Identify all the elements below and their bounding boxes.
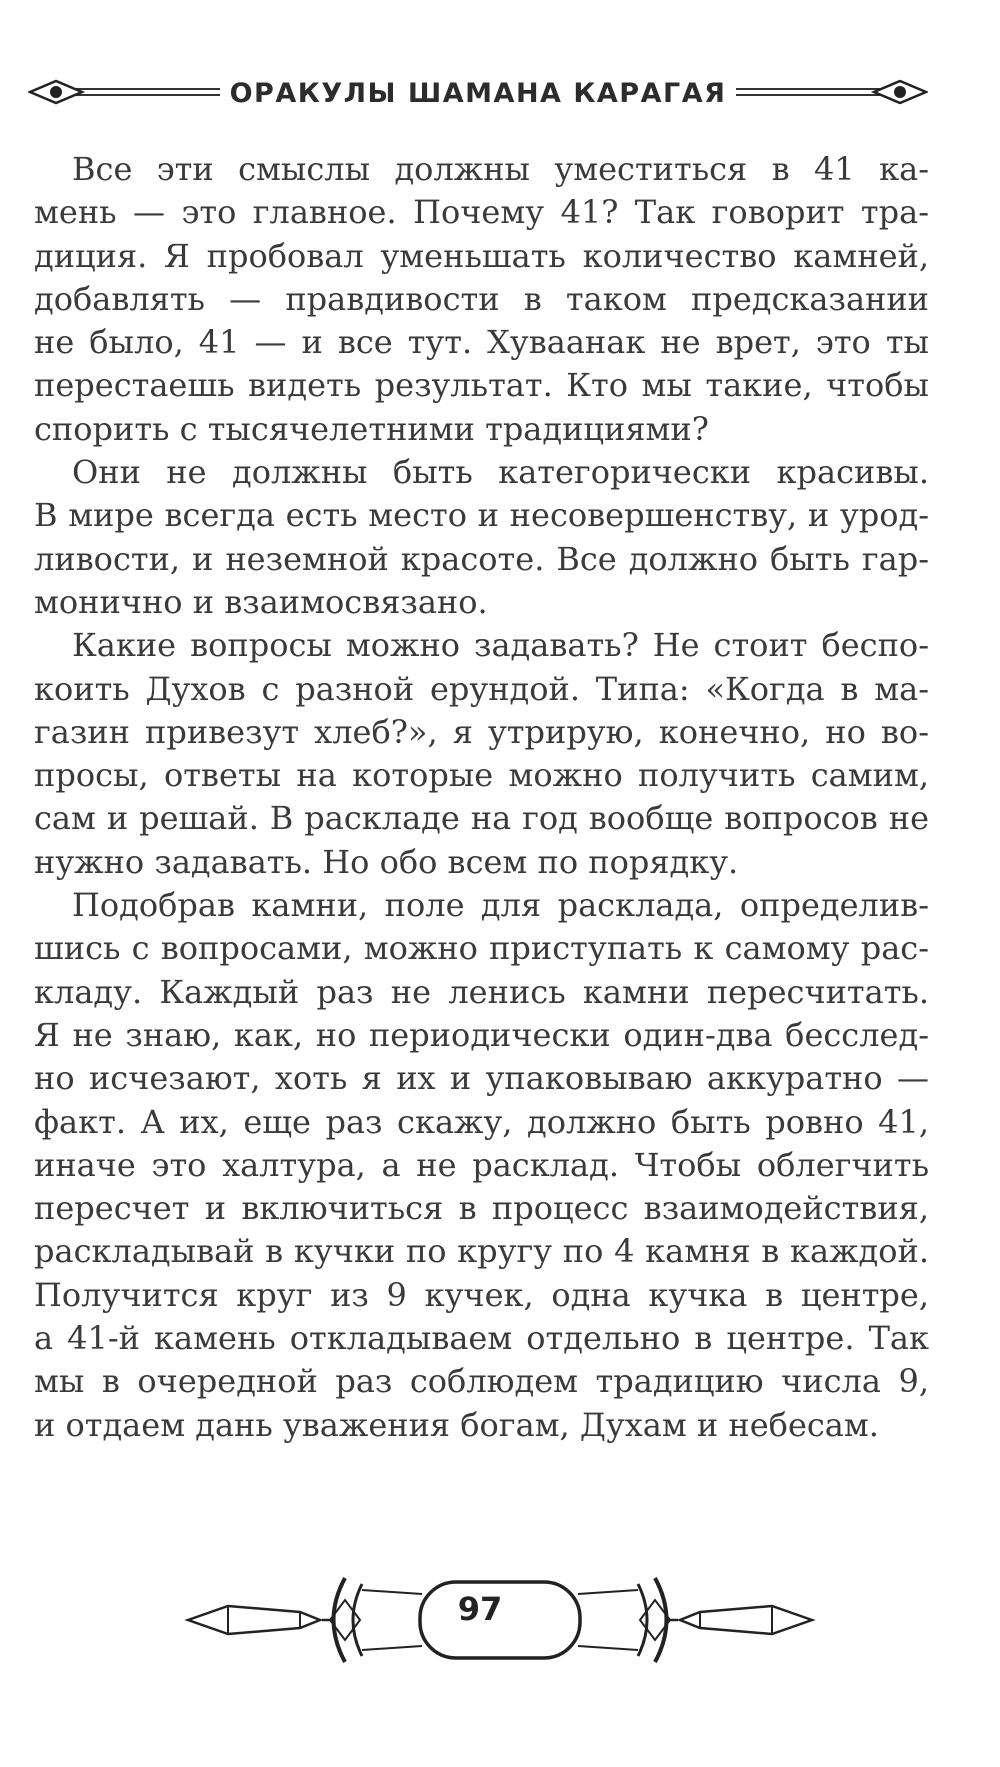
text-line: просы, ответы на которые можно получить самим, [34, 756, 929, 795]
text-line: но исчезают, хоть я их и упаковываю аккуратно — [34, 1059, 929, 1098]
paragraph [34, 624, 929, 884]
text-line: Получится круг из 9 кучек, одна кучка в центре, [34, 1275, 929, 1314]
text-line: а 41-й камень откладываем отдельно в центре. Так [34, 1319, 929, 1358]
page-number: 97 [457, 1590, 503, 1628]
text-line: шись с вопросами, можно приступать к самому рас- [34, 929, 929, 968]
text-line: мень — это главное. Почему 41? Так говорит тра- [34, 193, 929, 232]
text-line: Какие вопросы можно задавать? Не стоит беспо- [72, 626, 929, 665]
text-line: кладу. Каждый раз не ленись камни пересчитать. [34, 972, 929, 1011]
text-line: Подобрав камни, поле для расклада, определив- [72, 886, 929, 925]
text-line: перестаешь видеть результат. Кто мы такие, чтобы [34, 366, 929, 405]
text-line: нужно задавать. Но обо всем по порядку. [34, 842, 739, 881]
text-line: Они не должны быть категорически красивы. [72, 453, 929, 492]
text-line: и отдаем дань уважения богам, Духам и небесам. [34, 1405, 879, 1444]
paragraph [34, 148, 929, 451]
text-line: диция. Я пробовал уменьшать количество камней, [34, 236, 929, 275]
text-line: Все эти смыслы должны уместиться в 41 ка- [72, 150, 929, 188]
text-line: коить Духов с разной ерундой. Типа: «Когда в ма- [34, 669, 929, 708]
paragraph [34, 884, 929, 1447]
header-title-text: ОРАКУЛЫ ШАМАНА КАРАГАЯ [220, 78, 737, 109]
running-header [28, 72, 928, 120]
text-line: мы в очередной раз соблюдем традицию числа 9, [34, 1362, 929, 1401]
text-line: иначе это халтура, а не расклад. Чтобы облегчить [34, 1145, 929, 1184]
text-line: газин привезут хлеб?», я утрирую, конечно, но во- [34, 712, 929, 751]
text-line: раскладывай в кучки по кругу по 4 камня в каждой. [34, 1232, 929, 1271]
text-line: В мире всегда есть место и несовершенству, и урод- [34, 496, 929, 535]
body-text [34, 148, 929, 1447]
text-line: не было, 41 — и все тут. Хуваанак не врет, это ты [34, 323, 929, 362]
text-line: Я не знаю, как, но периодически один-два бесслед- [34, 1015, 929, 1054]
text-line: монично и взаимосвязано. [34, 582, 488, 621]
text-line: добавлять — правдивости в таком предсказании [34, 279, 929, 318]
text-line: пересчет и включиться в процесс взаимодействия, [34, 1189, 929, 1228]
page-number-ornament [0, 1560, 1000, 1680]
header-title [28, 78, 928, 109]
text-line: сам и решай. В раскладе на год вообще вопросов не [34, 799, 929, 838]
paragraph [34, 451, 929, 624]
text-line: ливости, и неземной красоте. Все должно быть гар- [34, 539, 929, 578]
text-line: факт. А их, еще раз скажу, должно быть ровно 41, [34, 1102, 929, 1141]
text-line: спорить с тысячелетними традициями? [34, 409, 709, 448]
